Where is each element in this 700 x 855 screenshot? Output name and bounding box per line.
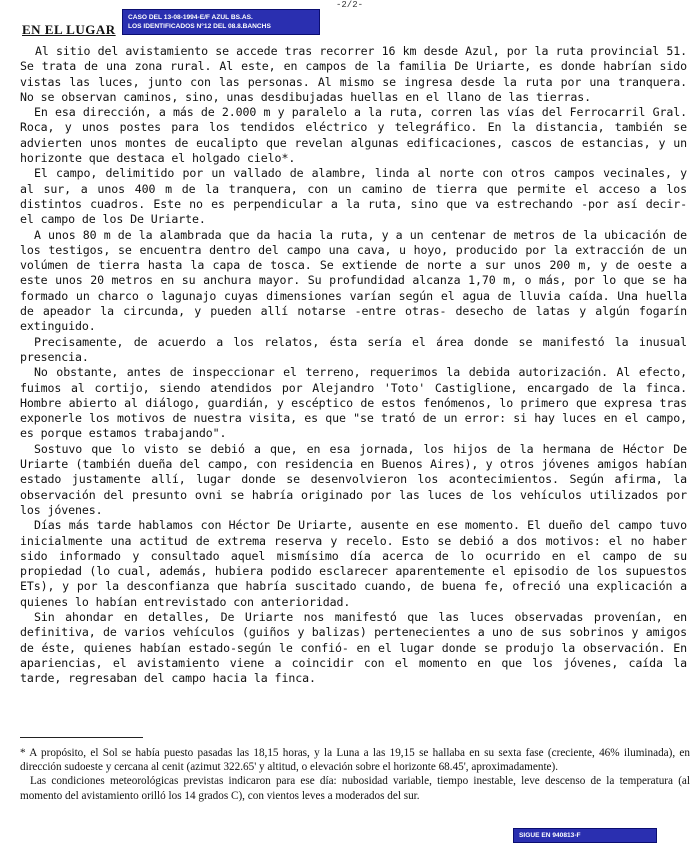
- footnote-divider: [20, 737, 143, 738]
- paragraph: Sin ahondar en detalles, De Uriarte nos manifestó que las luces observadas provenían, en definitiva, de varios vehículos (guiños y balizas) pertenecientes a uno de sus sobrinos y amigos de éste, quienes habían estado-según le confió- en el lugar donde se produjo la observación. En apariencias, el avistamiento viene a coincidir con el momento en que los jóvenes, caída la tarde, regresaban del campo hacia la finca.: [20, 609, 687, 686]
- paragraph: Precisamente, de acuerdo a los relatos, ésta sería el área donde se manifestó la inusual presencia.: [20, 334, 687, 364]
- paragraph: A unos 80 m de la alambrada que da hacia la ruta, y a un centenar de metros de la ubicación de los testigos, se encuentra dentro del campo una cava, u hoyo, producido por la extracción de un volúmen de tierra hasta la capa de tosca. Se extiende de norte a sur unos 200 m, y de oeste a este unos 20 metros en su anchura mayor. Su profundidad alcanza 1,70 m, o más, por lo que se ha formado un charco o lagunajo cuyas dimensiones varían según el agua de lluvia caída. Una huella de apeador la circunda, y pueden allí notarse -entre otras- desecho de latas y algún fogarín extinguido.: [20, 227, 687, 334]
- paragraph: Al sitio del avistamiento se accede tras recorrer 16 km desde Azul, por la ruta provincial 51. Se trata de una zona rural. Al este, en campos de la familia De Uriarte, es donde habrían sido vistas las luces, junto con las personas. Al mismo se ingresa desde la ruta por una tranquera. No se observan caminos, sino, unas desdibujadas huellas en el llano de las tierras.: [20, 44, 687, 104]
- footnote-astronomy: * A propósito, el Sol se había puesto pasadas las 18,15 horas, y la Luna a las 19,15 se hallaba en su sexta fase (creciente, 46% iluminada), en dirección sudoeste y cercana al cenit (azimut 322.65' y altitud, o elevación sobre el horizonte 68.45', aproximadamente).: [20, 747, 690, 774]
- paragraph: No obstante, antes de inspeccionar el terreno, requerimos la debida autorización. Al efecto, fuimos al cortijo, siendo atendidos por Alejandro 'Toto' Castiglione, encargado de la finca. Hombre abierto al diálogo, guardián, y escéptico de estos fenómenos, lo primero que expresa tras exponerle los motivos de nuestra visita, es que "se trató de un error: si hay luces en el campo, es porque estamos trabajando".: [20, 365, 687, 441]
- footnote-weather: Las condiciones meteorológicas previstas indicaron para ese día: nubosidad variable, tiempo inestable, leve descenso de la temperatura (al momento del avistamiento orilló los 14 grados C), con vientos leves a moderados del sur.: [20, 775, 690, 802]
- page-number: -2/2-: [336, 0, 364, 10]
- case-label-line-2: LOS IDENTIFICADOS N°12 DEL 08.8.BANCHS: [128, 23, 271, 30]
- paragraph: Sostuvo que lo visto se debió a que, en esa jornada, los hijos de la hermana de Héctor De Uriarte (también dueña del campo, con residencia en Buenos Aires), y otros jóvenes amigos habían estado justamente allí, lugar donde se desenvolvieron los acontecimientos. Según afirma, la observación del presunto ovni se habría originado por las luces de los vehículos utilizados por los jóvenes.: [20, 441, 687, 517]
- case-label-line-1: CASO DEL 13-08-1994-E/F AZUL BS.AS.: [128, 14, 253, 21]
- paragraph: El campo, delimitido por un vallado de alambre, linda al norte con otros campos vecinales, y al sur, a unos 400 m de la tranquera, con un camino de tierra que permite el acceso a los distintos cuadros. Este no es perpendicular a la ruta, sino que va estrechando -por así decir- el campo de los De Uriarte.: [20, 166, 687, 227]
- paragraph: Días más tarde hablamos con Héctor De Uriarte, ausente en ese momento. El dueño del campo tuvo inicialmente una actitud de extrema reserva y recelo. Esto se debió a dos motivos: el no haber sido informado y consultado aquel mismísimo día acerca de lo ocurrido en el campo de su propiedad (lo cual, además, hubiera podido esclarecer aparentemente el episodio de los supuestos ETs), y por la desconfianza que habría suscitado cuando, de buena fe, ofreció una explicación a quienes lo habían entrevistado con anterioridad.: [20, 518, 687, 609]
- section-title: EN EL LUGAR: [22, 22, 116, 37]
- continue-label-box: SIGUE EN 940813-F: [513, 828, 657, 843]
- paragraph: En esa dirección, a más de 2.000 m y paralelo a la ruta, corren las vías del Ferrocarril Gral. Roca, y unos postes para los tendidos eléctrico y telegráfico. En la distancia, también se advierten unos montes de eucalipto que revelan algunas edificaciones, cascos de estancias, y un horizonte que destaca el holgado cielo*.: [20, 105, 687, 166]
- case-label-box: [122, 9, 320, 35]
- article-body: [20, 44, 687, 686]
- footnotes: [20, 746, 690, 803]
